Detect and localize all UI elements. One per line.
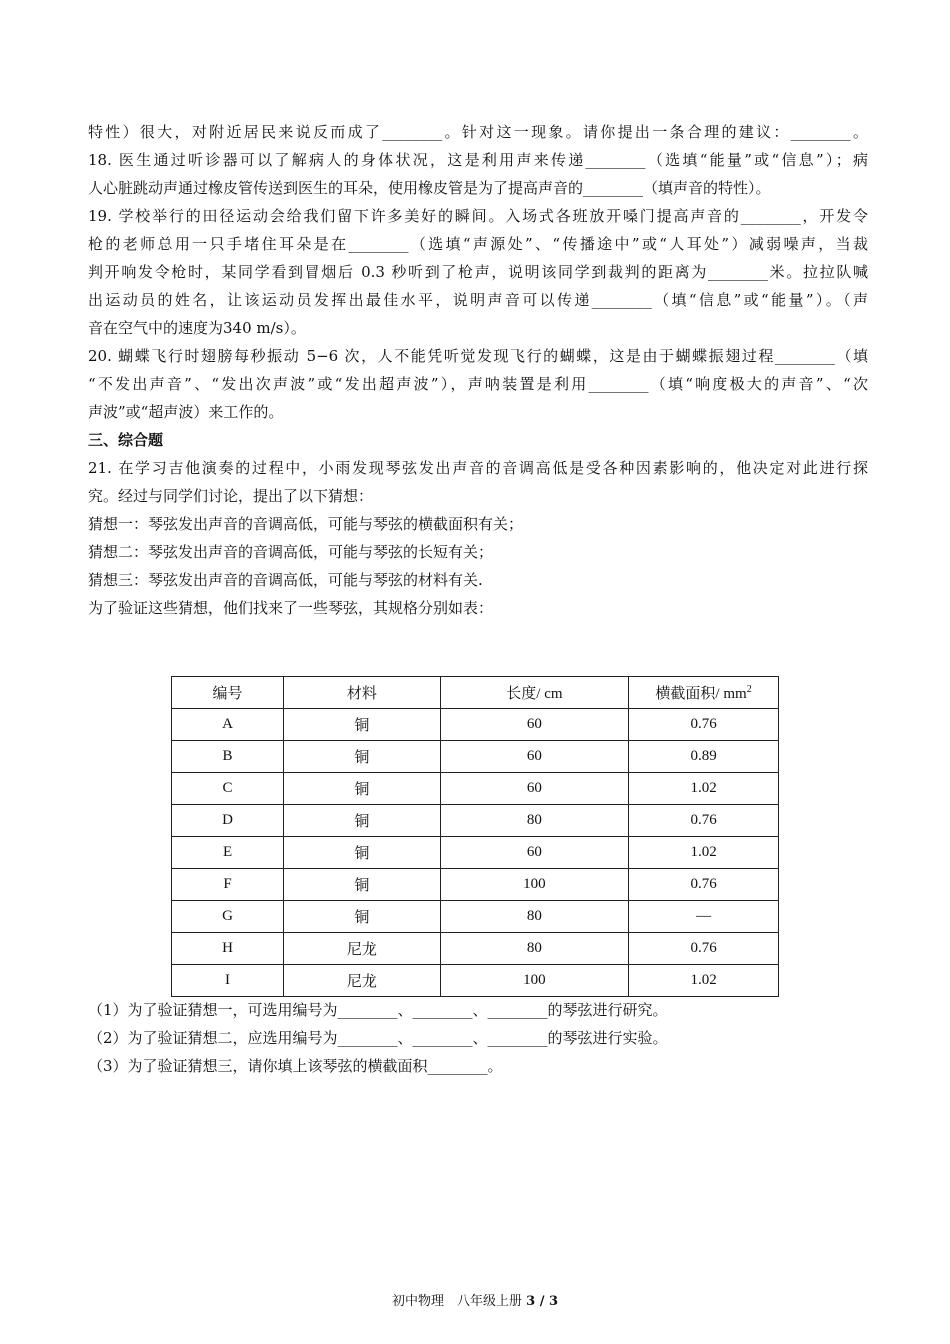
string-spec-table [171, 676, 779, 997]
table-row [172, 901, 779, 933]
table-row [172, 741, 779, 773]
cell-id: G [172, 901, 284, 933]
sub-question-1: （1）为了验证猜想一，可选用编号为________、________、________的琴弦进行研究。 [88, 1001, 668, 1019]
cell-area: 1.02 [629, 837, 779, 869]
cell-area: — [629, 901, 779, 933]
cell-length: 60 [440, 837, 628, 869]
cell-length: 80 [440, 805, 628, 837]
question-19-line-2: 枪的老师总用一只手堵住耳朵是在________（选填“声源处”、“传播途中”或“人耳处”）减弱噪声，当裁 [88, 235, 868, 253]
question-20-line-3: 声波”或“超声波）来工作的。 [88, 403, 284, 421]
cell-area: 0.76 [629, 933, 779, 965]
cell-area: 0.76 [629, 869, 779, 901]
cell-material: 铜 [284, 837, 441, 869]
cell-material: 铜 [284, 869, 441, 901]
table-row [172, 709, 779, 741]
cell-length: 60 [440, 709, 628, 741]
cell-id: C [172, 773, 284, 805]
cell-material: 铜 [284, 805, 441, 837]
table-row [172, 965, 779, 997]
question-19-line-5: 音在空气中的速度为340 m/s）。 [88, 319, 306, 337]
header-material: 材料 [284, 677, 441, 709]
table-header-row [172, 677, 779, 709]
cell-material: 铜 [284, 773, 441, 805]
question-18-line-2: 人心脏跳动声通过橡皮管传送到医生的耳朵，使用橡皮管是为了提高声音的________（填声音的特性）。 [88, 179, 771, 197]
question-20-line-1: 20. 蝴蝶飞行时翅膀每秒振动 5−6 次，人不能凭听觉发现飞行的蝴蝶，这是由于蝴蝶振翅过程________（填 [88, 347, 868, 365]
hypothesis-2: 猜想二：琴弦发出声音的音调高低，可能与琴弦的长短有关； [88, 543, 494, 561]
page-body [88, 118, 868, 622]
cell-material: 尼龙 [284, 933, 441, 965]
cell-length: 80 [440, 933, 628, 965]
cell-id: D [172, 805, 284, 837]
cell-material: 尼龙 [284, 965, 441, 997]
header-area-label: 横截面积/ mm [655, 686, 747, 702]
cell-area: 1.02 [629, 773, 779, 805]
table-row [172, 837, 779, 869]
cell-area: 1.02 [629, 965, 779, 997]
question-21-line-1: 21. 在学习吉他演奏的过程中，小雨发现琴弦发出声音的音调高低是受各种因素影响的，他决定对此进行探 [88, 459, 868, 477]
hypothesis-1: 猜想一：琴弦发出声音的音调高低，可能与琴弦的横截面积有关； [88, 515, 524, 533]
cell-area: 0.76 [629, 805, 779, 837]
table-row [172, 773, 779, 805]
table-row [172, 933, 779, 965]
cell-id: A [172, 709, 284, 741]
table-intro: 为了验证这些猜想，他们找来了一些琴弦，其规格分别如表： [88, 599, 494, 617]
cell-area: 0.89 [629, 741, 779, 773]
cell-material: 铜 [284, 901, 441, 933]
question-19-line-4: 出运动员的姓名，让该运动员发挥出最佳水平，说明声音可以传递________（填“信息”或“能量”）。（声 [88, 291, 868, 309]
sub-question-3: （3）为了验证猜想三，请你填上该琴弦的横截面积________。 [88, 1057, 503, 1075]
table-row [172, 805, 779, 837]
header-area-exponent: 2 [746, 684, 752, 695]
cell-id: I [172, 965, 284, 997]
cell-length: 60 [440, 741, 628, 773]
section-title: 三、综合题 [88, 431, 164, 449]
cell-material: 铜 [284, 741, 441, 773]
cell-material: 铜 [284, 709, 441, 741]
cell-length: 100 [440, 869, 628, 901]
sub-questions [88, 996, 868, 1080]
question-19-line-1: 19. 学校举行的田径运动会给我们留下许多美好的瞬间。入场式各班放开嗓门提高声音的________，开发令 [88, 207, 868, 225]
cell-length: 80 [440, 901, 628, 933]
page-footer [0, 1290, 950, 1309]
hypothesis-3: 猜想三：琴弦发出声音的音调高低，可能与琴弦的材料有关. [88, 571, 483, 589]
question-19-line-3: 判开响发令枪时，某同学看到冒烟后 0.3 秒听到了枪声，说明该同学到裁判的距离为________米。拉拉队喊 [88, 263, 868, 281]
question-20-line-2: “不发出声音”、“发出次声波”或“发出超声波”），声呐装置是利用________（填“响度极大的声音”、“次 [88, 375, 868, 393]
table-row [172, 869, 779, 901]
cell-length: 60 [440, 773, 628, 805]
cell-length: 100 [440, 965, 628, 997]
page-number: 3 / 3 [526, 1294, 559, 1309]
question-18-line-1: 18. 医生通过听诊器可以了解病人的身体状况，这是利用声来传递________（选填“能量”或“信息”）；病 [88, 151, 868, 169]
cell-area: 0.76 [629, 709, 779, 741]
cell-id: F [172, 869, 284, 901]
header-length: 长度/ cm [440, 677, 628, 709]
text-line: 特性）很大，对附近居民来说反而成了________。针对这一现象。请你提出一条合理的建议：________。 [88, 123, 868, 141]
header-id: 编号 [172, 677, 284, 709]
cell-id: B [172, 741, 284, 773]
sub-question-2: （2）为了验证猜想二，应选用编号为________、________、________的琴弦进行实验。 [88, 1029, 668, 1047]
cell-id: H [172, 933, 284, 965]
footer-subject: 初中物理 八年级上册 [391, 1294, 527, 1309]
cell-id: E [172, 837, 284, 869]
header-area [629, 677, 779, 709]
question-21-line-2: 究。经过与同学们讨论，提出了以下猜想： [88, 487, 374, 505]
